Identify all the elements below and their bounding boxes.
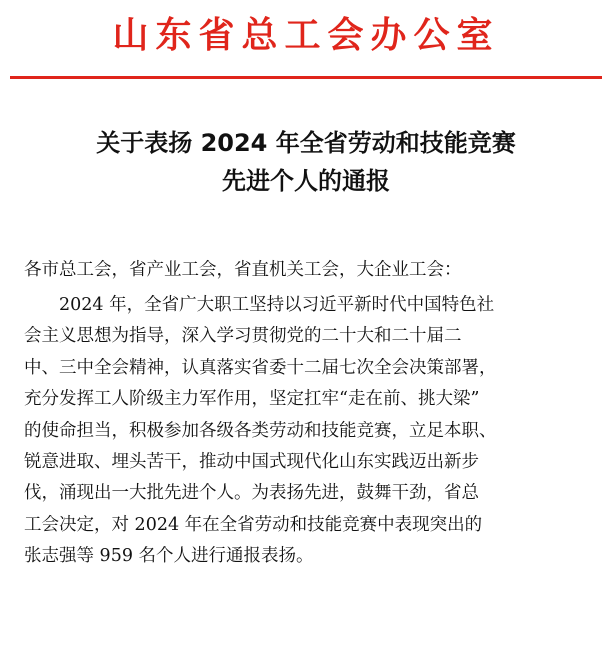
body-line: 的使命担当，积极参加各级各类劳动和技能竞赛，立足本职、: [24, 420, 497, 441]
body-line: 会主义思想为指导，深入学习贯彻党的二十大和二十届二: [24, 326, 462, 347]
letterhead-org-name: 山东省总工会办公室: [112, 15, 500, 56]
body-paragraph: [24, 290, 594, 573]
body-line: 工会决定，对 2024 年在全省劳动和技能竞赛中表现突出的: [24, 514, 483, 535]
letterhead-red-rule: [10, 76, 602, 79]
title-line-2: 先进个人的通报: [222, 167, 390, 195]
body-line: 充分发挥工人阶级主力军作用，坚定扛牢“走在前、挑大梁”: [24, 389, 480, 410]
body-line: 张志强等 959 名个人进行通报表扬。: [24, 546, 314, 567]
title-line-1: 关于表扬 2024 年全省劳动和技能竞赛: [96, 129, 516, 157]
body-line: 中、三中全会精神，认真落实省委十二届七次全会决策部署，: [24, 357, 497, 378]
body-line: 伐，涌现出一大批先进个人。为表扬先进，鼓舞干劲，省总: [24, 483, 479, 504]
body-line: 锐意进取、埋头苦干，推动中国式现代化山东实践迈出新步: [24, 452, 479, 473]
body-line: 2024 年，全省广大职工坚持以习近平新时代中国特色社: [59, 295, 495, 315]
document-title: [0, 124, 612, 200]
salutation: 各市总工会，省产业工会，省直机关工会，大企业工会：: [24, 260, 462, 280]
